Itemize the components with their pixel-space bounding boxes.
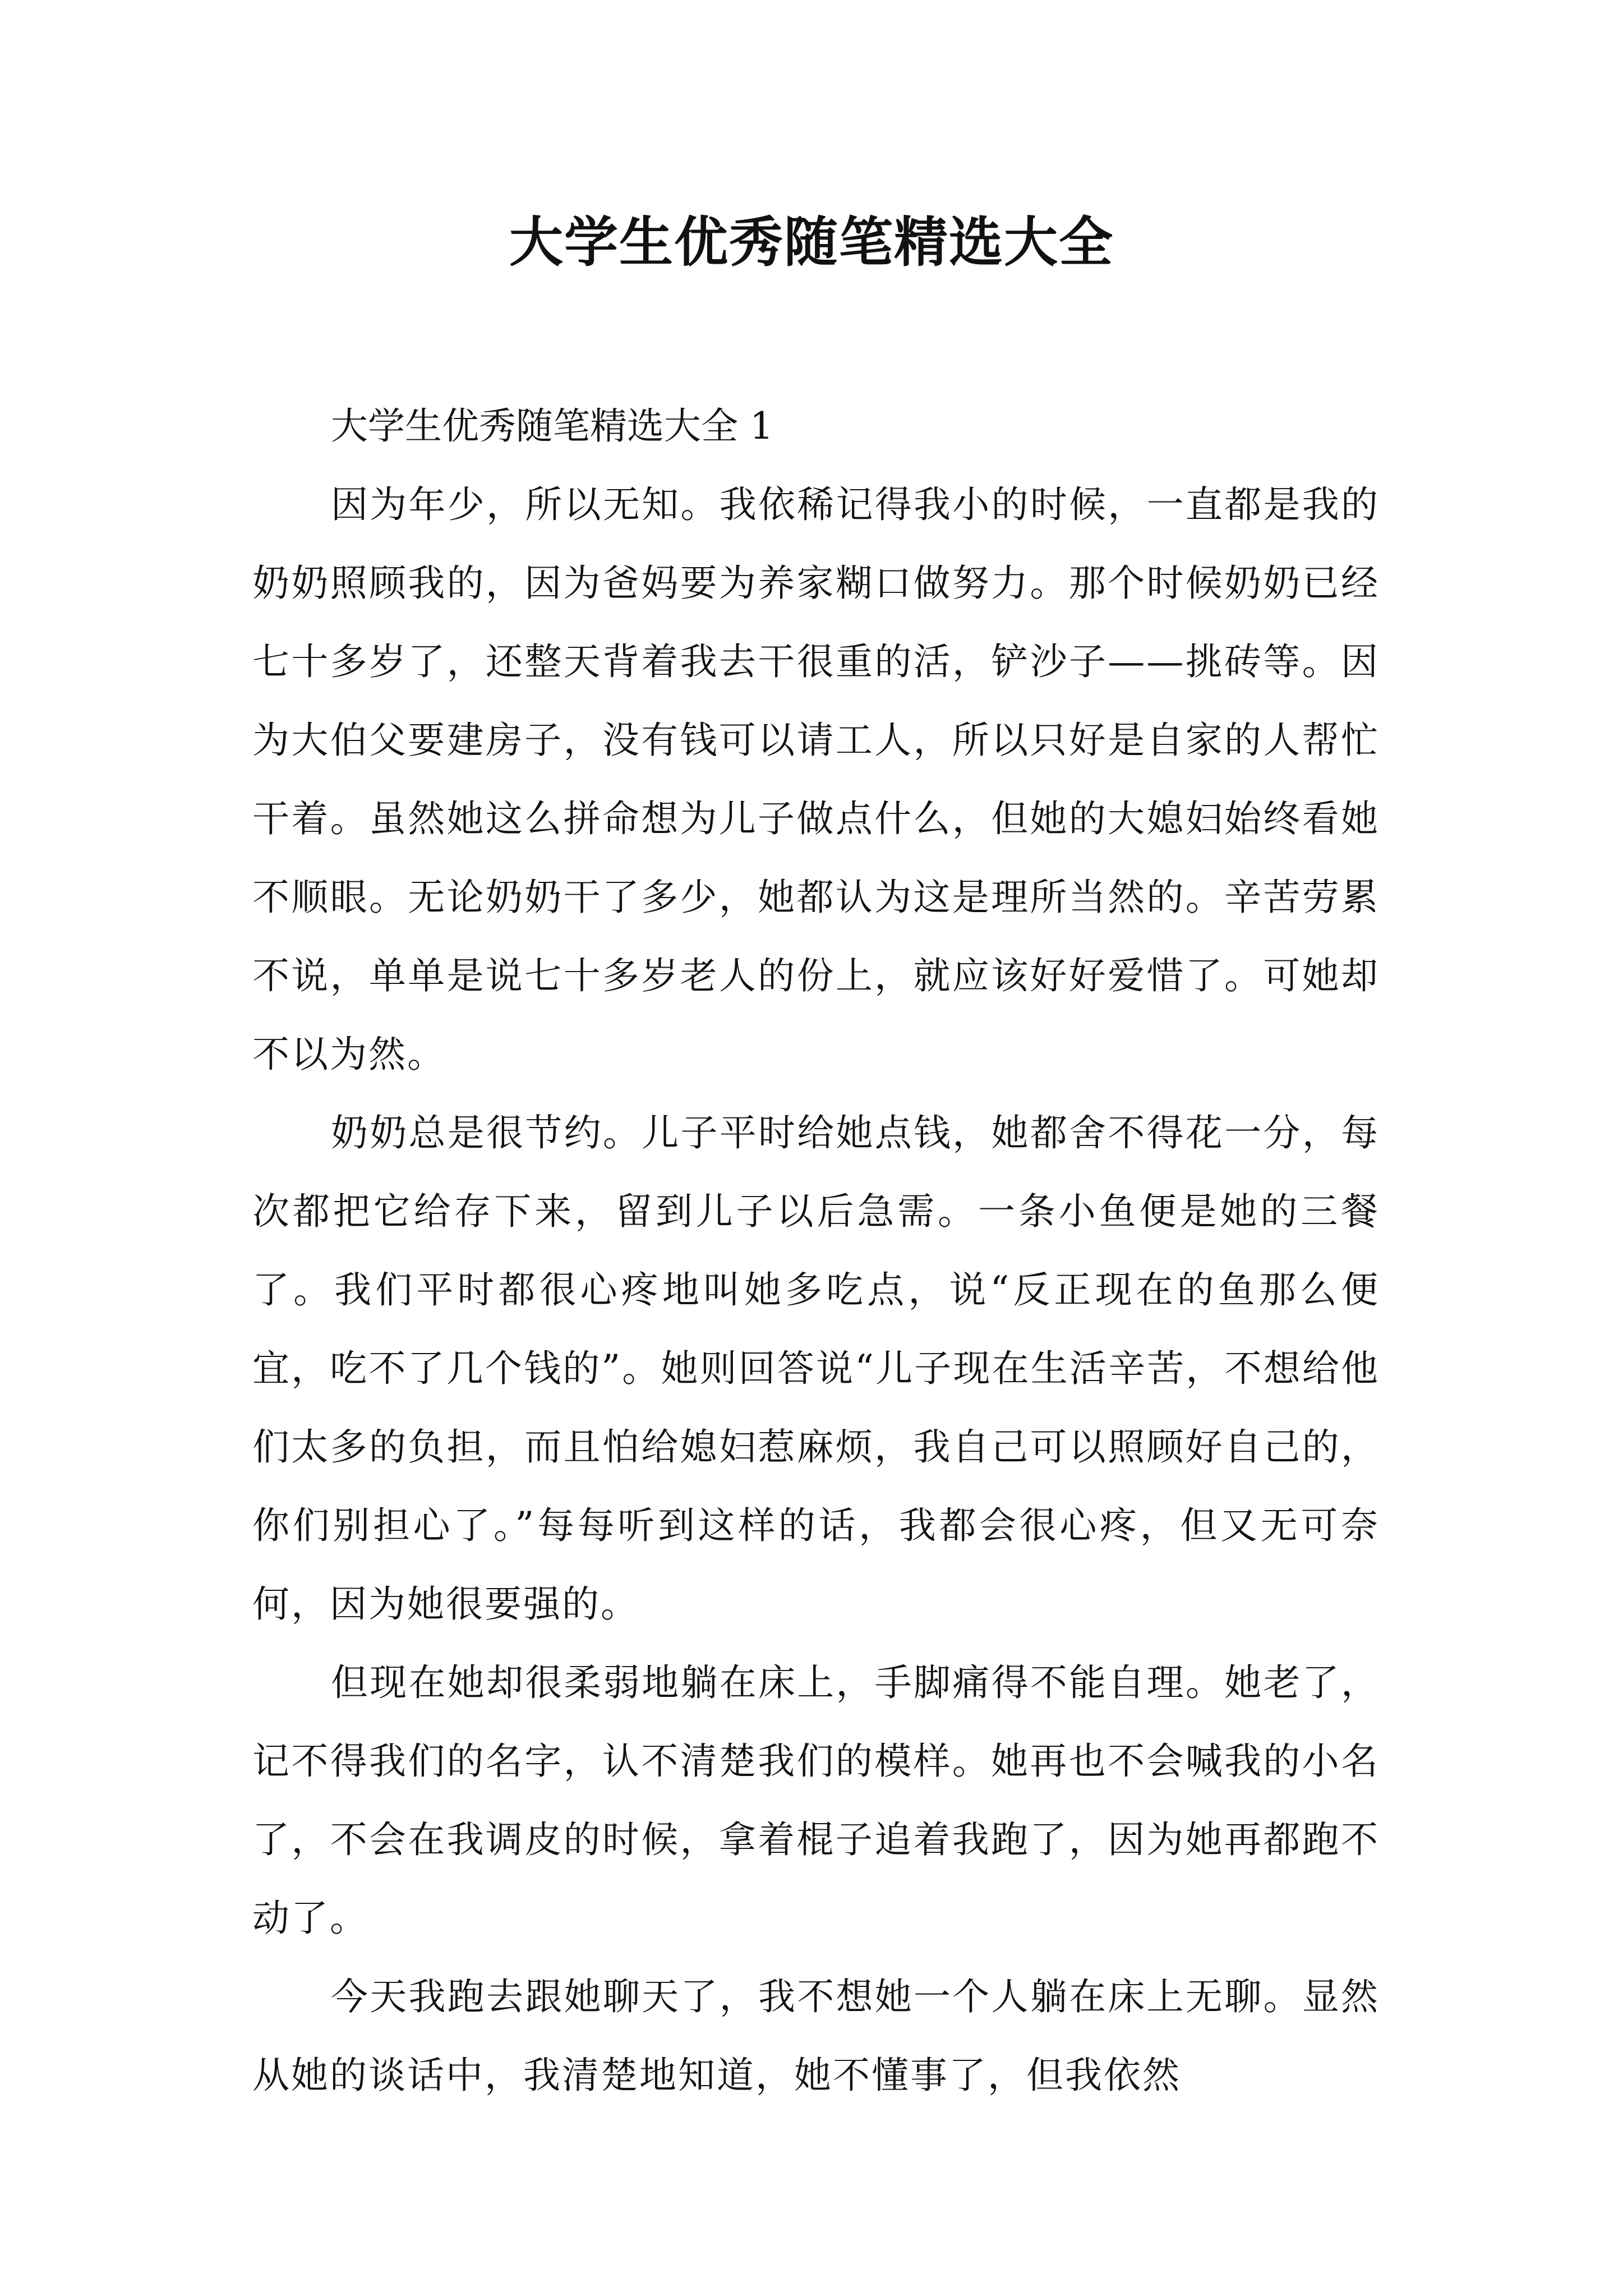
paragraph: 奶奶总是很节约。儿子平时给她点钱，她都舍不得花一分，每次都把它给存下来，留到儿子以后急需。一条小鱼便是她的三餐了。我们平时都很心疼地叫她多吃点，说“反正现在的鱼那么便宜，吃不了几个钱的”。她则回答说“儿子现在生活辛苦，不想给他们太多的负担，而且怕给媳妇惹麻烦，我自己可以照顾好自己的，你们别担心了。”每每听到这样的话，我都会很心疼，但又无可奈何，因为她很要强的。 [252,1111,1380,1626]
paragraph: 今天我跑去跟她聊天了，我不想她一个人躺在床上无聊。显然从她的谈话中，我清楚地知道，她不懂事了，但我依然 [252,1975,1380,2097]
paragraph: 但现在她却很柔弱地躺在床上，手脚痛得不能自理。她老了，记不得我们的名字，认不清楚我们的模样。她再也不会喊我的小名了，不会在我调皮的时候，拿着棍子追着我跑了，因为她再都跑不动了。 [252,1661,1380,1940]
section-heading: 大学生优秀随笔精选大全 1 [331,404,773,448]
document-title: 大学生优秀随笔精选大全 [509,210,1114,274]
document-body [252,387,1380,2115]
paragraph: 因为年少，所以无知。我依稀记得我小的时候，一直都是我的奶奶照顾我的，因为爸妈要为养家糊口做努力。那个时候奶奶已经七十多岁了，还整天背着我去干很重的活，铲沙子——挑砖等。因为大伯父要建房子，没有钱可以请工人，所以只好是自家的人帮忙干着。虽然她这么拼命想为儿子做点什么，但她的大媳妇始终看她不顺眼。无论奶奶干了多少，她都认为这是理所当然的。辛苦劳累不说，单单是说七十多岁老人的份上，就应该好好爱惜了。可她却不以为然。 [252,483,1380,1076]
